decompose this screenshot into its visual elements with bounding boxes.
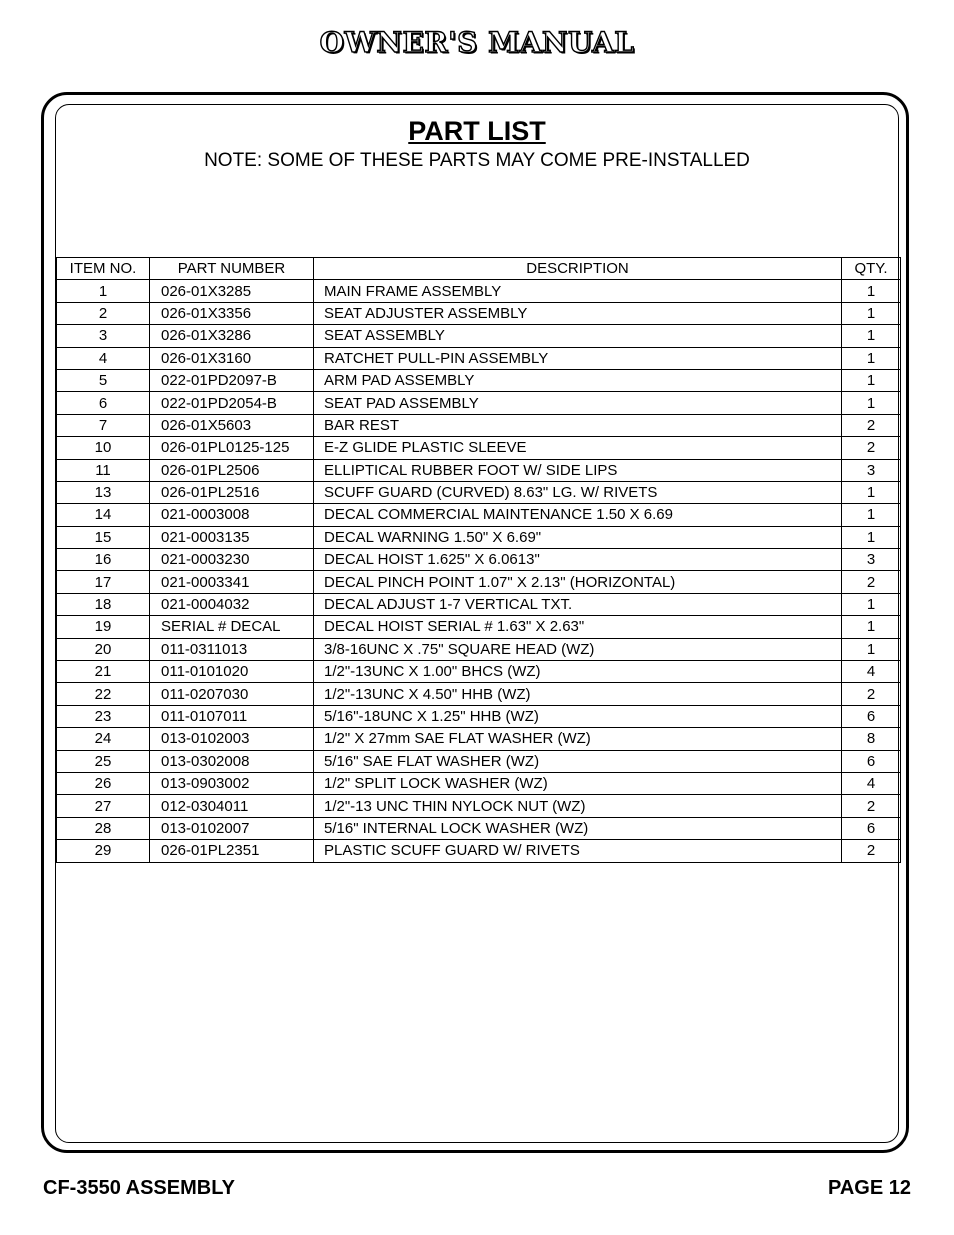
item-no-cell: 16 — [57, 549, 150, 571]
table-row — [57, 459, 901, 481]
item-no-cell: 27 — [57, 795, 150, 817]
part-number-cell: 011-0101020 — [150, 661, 314, 683]
table-row — [57, 661, 901, 683]
part-number-cell: 011-0207030 — [150, 683, 314, 705]
table-row — [57, 593, 901, 615]
item-no-cell: 25 — [57, 750, 150, 772]
pre-installed-note: NOTE: SOME OF THESE PARTS MAY COME PRE-INSTALLED — [204, 150, 750, 171]
item-no-cell: 11 — [57, 459, 150, 481]
part-number-cell: 026-01PL0125-125 — [150, 437, 314, 459]
table-row — [57, 392, 901, 414]
table-row — [57, 280, 901, 302]
part-number-cell: 013-0102007 — [150, 817, 314, 839]
qty-cell: 1 — [842, 504, 901, 526]
item-no-cell: 21 — [57, 661, 150, 683]
part-number-cell: 011-0107011 — [150, 705, 314, 727]
table-row — [57, 414, 901, 436]
qty-cell: 3 — [842, 549, 901, 571]
part-number-cell: 026-01X3285 — [150, 280, 314, 302]
part-number-cell: 026-01X5603 — [150, 414, 314, 436]
description-cell: DECAL HOIST SERIAL # 1.63" X 2.63" — [314, 616, 842, 638]
table-row — [57, 302, 901, 324]
qty-cell: 2 — [842, 683, 901, 705]
qty-cell: 2 — [842, 795, 901, 817]
item-no-cell: 4 — [57, 347, 150, 369]
table-row — [57, 347, 901, 369]
column-header-description: DESCRIPTION — [314, 258, 842, 280]
part-number-cell: 026-01X3286 — [150, 325, 314, 347]
description-cell: 1/2" SPLIT LOCK WASHER (WZ) — [314, 772, 842, 794]
description-cell: DECAL ADJUST 1-7 VERTICAL TXT. — [314, 593, 842, 615]
description-cell: 5/16" INTERNAL LOCK WASHER (WZ) — [314, 817, 842, 839]
table-row — [57, 817, 901, 839]
qty-cell: 6 — [842, 817, 901, 839]
description-cell: ELLIPTICAL RUBBER FOOT W/ SIDE LIPS — [314, 459, 842, 481]
qty-cell: 1 — [842, 369, 901, 391]
part-number-cell: 011-0311013 — [150, 638, 314, 660]
part-number-cell: 021-0003008 — [150, 504, 314, 526]
description-cell: E-Z GLIDE PLASTIC SLEEVE — [314, 437, 842, 459]
part-number-cell: 021-0003230 — [150, 549, 314, 571]
part-number-cell: 022-01PD2097-B — [150, 369, 314, 391]
description-cell: BAR REST — [314, 414, 842, 436]
footer-page-number: PAGE 12 — [828, 1177, 911, 1199]
qty-cell: 2 — [842, 840, 901, 862]
table-row — [57, 571, 901, 593]
description-cell: SCUFF GUARD (CURVED) 8.63" LG. W/ RIVETS — [314, 481, 842, 503]
qty-cell: 6 — [842, 750, 901, 772]
manual-title: OWNER'S MANUAL — [319, 26, 635, 59]
table-row — [57, 549, 901, 571]
qty-cell: 8 — [842, 728, 901, 750]
item-no-cell: 20 — [57, 638, 150, 660]
part-number-cell: 026-01X3356 — [150, 302, 314, 324]
qty-cell: 1 — [842, 392, 901, 414]
part-number-cell: SERIAL # DECAL — [150, 616, 314, 638]
description-cell: ARM PAD ASSEMBLY — [314, 369, 842, 391]
qty-cell: 3 — [842, 459, 901, 481]
item-no-cell: 18 — [57, 593, 150, 615]
item-no-cell: 10 — [57, 437, 150, 459]
qty-cell: 1 — [842, 302, 901, 324]
part-number-cell: 013-0302008 — [150, 750, 314, 772]
qty-cell: 1 — [842, 325, 901, 347]
item-no-cell: 5 — [57, 369, 150, 391]
qty-cell: 1 — [842, 481, 901, 503]
item-no-cell: 17 — [57, 571, 150, 593]
description-cell: MAIN FRAME ASSEMBLY — [314, 280, 842, 302]
qty-cell: 1 — [842, 280, 901, 302]
qty-cell: 4 — [842, 772, 901, 794]
item-no-cell: 3 — [57, 325, 150, 347]
qty-cell: 1 — [842, 638, 901, 660]
qty-cell: 6 — [842, 705, 901, 727]
qty-cell: 1 — [842, 616, 901, 638]
column-header-qty: QTY. — [842, 258, 901, 280]
parts-table-body — [57, 280, 901, 862]
column-header-part-number: PART NUMBER — [150, 258, 314, 280]
table-row — [57, 795, 901, 817]
table-row — [57, 504, 901, 526]
item-no-cell: 14 — [57, 504, 150, 526]
item-no-cell: 6 — [57, 392, 150, 414]
column-header-item-no: ITEM NO. — [57, 258, 150, 280]
footer-assembly-label: CF-3550 ASSEMBLY — [43, 1177, 235, 1199]
parts-table — [56, 257, 901, 863]
table-row — [57, 772, 901, 794]
table-row — [57, 705, 901, 727]
qty-cell: 1 — [842, 347, 901, 369]
part-number-cell: 026-01X3160 — [150, 347, 314, 369]
item-no-cell: 2 — [57, 302, 150, 324]
table-row — [57, 728, 901, 750]
description-cell: 1/2"-13 UNC THIN NYLOCK NUT (WZ) — [314, 795, 842, 817]
description-cell: DECAL WARNING 1.50" X 6.69" — [314, 526, 842, 548]
table-header-row — [57, 258, 901, 280]
qty-cell: 1 — [842, 593, 901, 615]
item-no-cell: 22 — [57, 683, 150, 705]
part-number-cell: 026-01PL2351 — [150, 840, 314, 862]
part-number-cell: 021-0004032 — [150, 593, 314, 615]
item-no-cell: 29 — [57, 840, 150, 862]
table-row — [57, 526, 901, 548]
item-no-cell: 26 — [57, 772, 150, 794]
table-row — [57, 481, 901, 503]
part-number-cell: 013-0903002 — [150, 772, 314, 794]
table-row — [57, 616, 901, 638]
part-list-title: PART LIST — [408, 116, 546, 146]
table-row — [57, 437, 901, 459]
qty-cell: 2 — [842, 571, 901, 593]
part-number-cell: 013-0102003 — [150, 728, 314, 750]
qty-cell: 4 — [842, 661, 901, 683]
qty-cell: 1 — [842, 526, 901, 548]
part-number-cell: 026-01PL2516 — [150, 481, 314, 503]
part-number-cell: 021-0003135 — [150, 526, 314, 548]
description-cell: SEAT PAD ASSEMBLY — [314, 392, 842, 414]
item-no-cell: 7 — [57, 414, 150, 436]
item-no-cell: 15 — [57, 526, 150, 548]
table-row — [57, 638, 901, 660]
description-cell: 1/2"-13UNC X 4.50" HHB (WZ) — [314, 683, 842, 705]
description-cell: 1/2" X 27mm SAE FLAT WASHER (WZ) — [314, 728, 842, 750]
description-cell: DECAL PINCH POINT 1.07" X 2.13" (HORIZONTAL) — [314, 571, 842, 593]
part-number-cell: 012-0304011 — [150, 795, 314, 817]
description-cell: SEAT ASSEMBLY — [314, 325, 842, 347]
part-number-cell: 021-0003341 — [150, 571, 314, 593]
description-cell: DECAL COMMERCIAL MAINTENANCE 1.50 X 6.69 — [314, 504, 842, 526]
item-no-cell: 1 — [57, 280, 150, 302]
description-cell: DECAL HOIST 1.625" X 6.0613" — [314, 549, 842, 571]
item-no-cell: 23 — [57, 705, 150, 727]
table-row — [57, 325, 901, 347]
qty-cell: 2 — [842, 414, 901, 436]
table-row — [57, 750, 901, 772]
description-cell: PLASTIC SCUFF GUARD W/ RIVETS — [314, 840, 842, 862]
part-number-cell: 026-01PL2506 — [150, 459, 314, 481]
part-number-cell: 022-01PD2054-B — [150, 392, 314, 414]
item-no-cell: 28 — [57, 817, 150, 839]
table-row — [57, 369, 901, 391]
description-cell: RATCHET PULL-PIN ASSEMBLY — [314, 347, 842, 369]
item-no-cell: 13 — [57, 481, 150, 503]
table-row — [57, 683, 901, 705]
description-cell: SEAT ADJUSTER ASSEMBLY — [314, 302, 842, 324]
description-cell: 3/8-16UNC X .75" SQUARE HEAD (WZ) — [314, 638, 842, 660]
description-cell: 5/16"-18UNC X 1.25" HHB (WZ) — [314, 705, 842, 727]
table-row — [57, 840, 901, 862]
item-no-cell: 19 — [57, 616, 150, 638]
description-cell: 1/2"-13UNC X 1.00" BHCS (WZ) — [314, 661, 842, 683]
description-cell: 5/16" SAE FLAT WASHER (WZ) — [314, 750, 842, 772]
item-no-cell: 24 — [57, 728, 150, 750]
qty-cell: 2 — [842, 437, 901, 459]
